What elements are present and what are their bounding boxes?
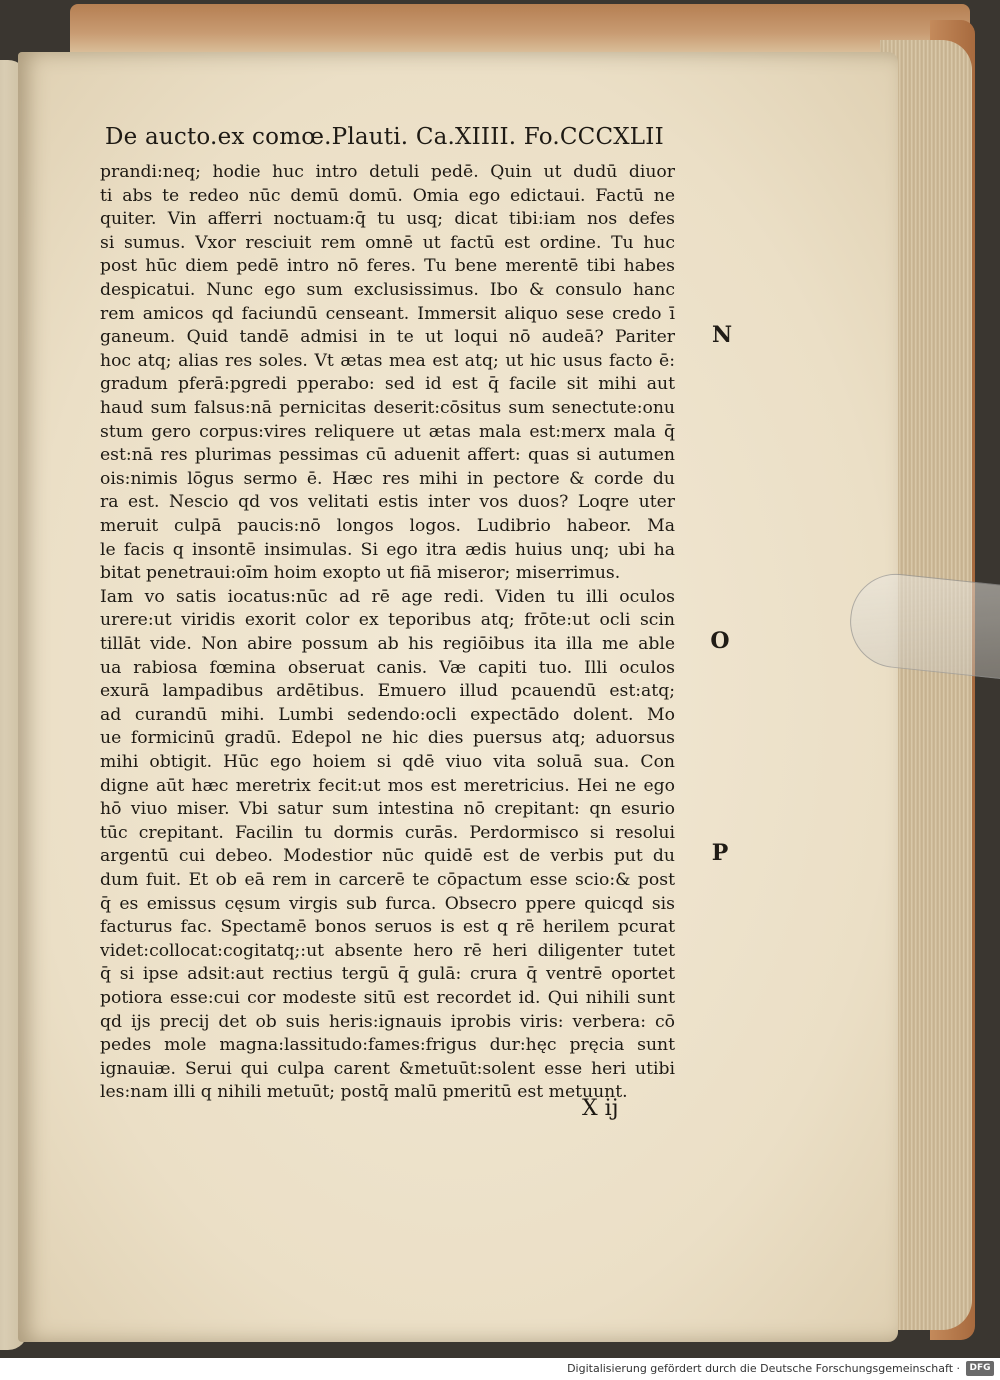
- text-line: ue formicinū gradū. Edepol ne hic dies puersus atq; aduorsus: [100, 728, 675, 749]
- text-line: videt:collocat:cogitatq;:ut absente hero rē heri diligenter tutet: [100, 940, 675, 961]
- text-line: despicatui. Nunc ego sum exclusissimus. Ibo & consulo hanc: [100, 280, 675, 300]
- text-line: le facis q insontē insimulas. Si ego itra ædis huius unq; ubi ha: [100, 539, 675, 560]
- text-line: Iam vo satis iocatus:nūc ad rē age redi. Viden tu illi oculos: [100, 586, 675, 607]
- footer-credit: Digitalisierung gefördert durch die Deutsche Forschungsgemeinschaft ·: [567, 1362, 960, 1375]
- text-line: mihi obtigit. Hūc ego hoiem si qdē viuo vita soluā sua. Con: [100, 752, 675, 772]
- text-line: ois:nimis lōgus sermo ē. Hæc res mihi in pectore & corde du: [100, 468, 675, 489]
- text-line: si sumus. Vxor resciuit rem omnē ut factū est ordine. Tu huc: [100, 232, 675, 253]
- text-line: ganeum. Quid tandē admisi in te ut loqui nō audeā? Pariter: [100, 327, 675, 348]
- text-line: dum fuit. Et ob eā rem in carcerē te cōpactum esse scio:& post: [100, 870, 675, 890]
- margin-marker-o: O: [710, 628, 730, 654]
- margin-marker-n: N: [711, 322, 733, 348]
- page-header: De aucto.ex comœ.Plauti. Ca.XIIII. Fo.CCCXLII: [105, 124, 664, 150]
- text-line: rem amicos qd faciundū censeant. Immersit aliquo sese credo ī: [100, 303, 675, 324]
- text-line: tūc crepitant. Facilin tu dormis curās. Perdormisco si resolui: [100, 822, 675, 843]
- margin-marker-p: P: [711, 840, 729, 866]
- text-line: potiora esse:cui cor modeste sitū est recordet id. Qui nihili sunt: [100, 988, 675, 1008]
- text-line: digne aūt hæc meretrix fecit:ut mos est meretricius. Hei ne ego: [100, 775, 675, 796]
- text-line: urere:ut viridis exorit color ex teporibus atq; frōte:ut ocli scin: [100, 610, 675, 631]
- text-line: post hūc diem pedē intro nō feres. Tu bene merentē tibi habes: [100, 256, 675, 277]
- text-line: prandi:neq; hodie huc intro detuli pedē. Quin ut dudū diuor: [100, 162, 675, 182]
- text-line: ad curandū mihi. Lumbi sedendo:ocli expectādo dolent. Mo: [100, 704, 675, 725]
- text-line: stum gero corpus:vires reliquere ut ætas mala est:merx mala q̄: [100, 421, 675, 442]
- text-line: hoc atq; alias res soles. Vt ætas mea est atq; ut hic usus facto ē:: [100, 350, 675, 371]
- text-line: bitat penetraui:oīm hoim exopto ut fiā miseror; miserrimus.: [100, 563, 621, 584]
- text-line: ua rabiosa fœmina obseruat canis. Væ capiti tuo. Illi oculos: [100, 657, 675, 678]
- text-line: meruit culpā paucis:nō longos logos. Ludibrio habeor. Ma: [100, 516, 675, 536]
- text-line: les:nam illi q nihili metuūt; postq̄ malū pmeritū est metuunt.: [100, 1082, 628, 1103]
- book-top-edge: [70, 4, 970, 52]
- text-line: pedes mole magna:lassitudo:fames:frigus dur:hęc pręcia sunt: [100, 1035, 675, 1056]
- text-line: ra est. Nescio qd vos velitati estis inter vos duos? Loqre uter: [100, 492, 675, 513]
- text-line: exurā lampadibus ardētibus. Emuero illud pcauendū est:atq;: [100, 681, 675, 702]
- text-line: q̄ es emissus cęsum virgis sub furca. Obsecro ppere quicqd sis: [100, 893, 675, 914]
- text-line: facturus fac. Spectamē bonos seruos is est q rē herilem pcurat: [100, 917, 675, 938]
- text-line: gradum pferā:pgredi pperabo: sed id est q̄ facile sit mihi aut: [100, 374, 675, 395]
- text-line: qd ijs precij det ob suis heris:ignauis iprobis viris: verbera: cō: [100, 1011, 675, 1032]
- text-line: haud sum falsus:nā pernicitas deserit:cōsitus sum senectute:onu: [100, 398, 675, 418]
- text-line: hō viuo miser. Vbi satur sum intestina nō crepitant: qn esurio: [100, 799, 675, 820]
- text-line: q̄ si ipse adsit:aut rectius tergū q̄ gulā: crura q̄ ventrē oportet: [100, 964, 675, 985]
- text-line: ignauiæ. Serui qui culpa carent &metuūt:solent esse heri utibi: [100, 1058, 675, 1079]
- text-line: argentū cui debeo. Modestior nūc quidē est de verbis put du: [100, 846, 675, 867]
- footer-bar: [0, 1358, 1000, 1380]
- text-line: est:nā res plurimas pessimas cū aduenit affert: quas si autumen: [100, 445, 675, 466]
- text-line: tillāt vide. Non abire possum ab his regiōibus ita illa me able: [100, 634, 675, 654]
- dfg-logo: DFG: [966, 1361, 994, 1376]
- signature-mark: X ij: [582, 1096, 619, 1121]
- text-line: quiter. Vin afferri noctuam:q̄ tu usq; dicat tibi:iam nos defes: [100, 209, 675, 230]
- text-line: ti abs te redeo nūc demū domū. Omia ego edictaui. Factū ne: [100, 185, 675, 206]
